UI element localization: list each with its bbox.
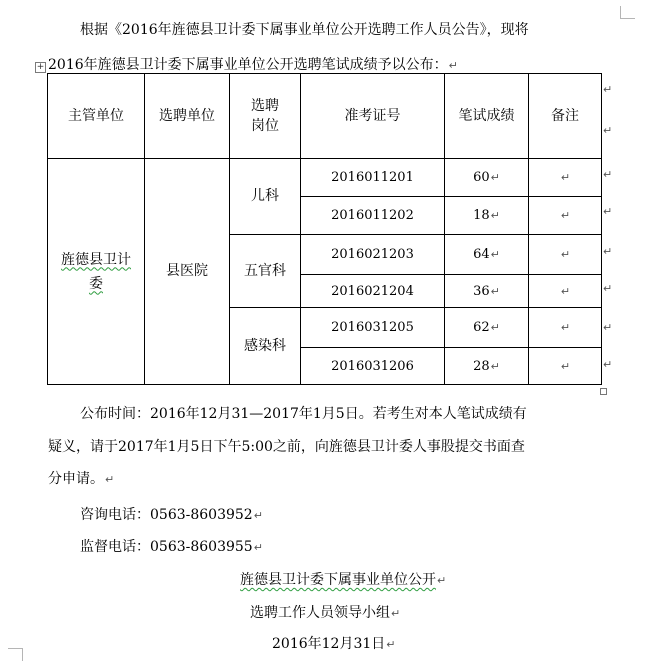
position-cell: 儿科 [230,159,301,235]
consult-phone: 咨询电话：0563-8603952↵ [80,507,263,523]
header-position: 选聘岗位 [230,74,301,159]
note-cell: ↵ [529,348,602,385]
notice-line-2: 疑义，请于2017年1月5日下午5:00之前，向旌德县卫计委人事股提交书面查 [48,439,525,455]
page-corner-mark [8,648,23,661]
position-cell: 五官科 [230,235,301,308]
note-cell: ↵ [529,235,602,275]
score-cell: 18↵ [445,197,529,235]
supervise-phone: 监督电话：0563-8603955↵ [80,539,263,555]
score-cell: 62↵ [445,308,529,348]
signature-org-line-1: 旌德县卫计委下属事业单位公开↵ [240,572,447,588]
intro-text-2: 2016年旌德县卫计委下属事业单位公开选聘笔试成绩予以公布： [48,57,448,73]
exam-id-cell: 2016021203 [301,235,445,275]
header-note: 备注 [529,74,602,159]
notice-line-1: 公布时间：2016年12月31—2017年1月5日。若考生对本人笔试成绩有 [80,406,527,422]
score-cell: 64↵ [445,235,529,275]
intro-text-1: 根据《2016年旌德县卫计委下属事业单位公开选聘工作人员公告》，现将 [80,22,529,38]
score-cell: 60↵ [445,159,529,197]
note-cell: ↵ [529,308,602,348]
header-dept: 主管单位 [48,74,145,159]
note-cell: ↵ [529,197,602,235]
table-header-row [48,74,602,159]
dept-cell: 旌德县卫计委 [48,159,145,385]
exam-id-cell: 2016011202 [301,197,445,235]
note-cell: ↵ [529,159,602,197]
exam-id-cell: 2016031205 [301,308,445,348]
note-cell: ↵ [529,275,602,308]
score-cell: 36↵ [445,275,529,308]
row-end-mark: ↵ [603,282,613,295]
exam-id-cell: 2016021204 [301,275,445,308]
row-end-mark: ↵ [603,83,613,96]
row-end-mark: ↵ [603,321,613,334]
exam-id-cell: 2016031206 [301,348,445,385]
position-cell: 感染科 [230,308,301,385]
signature-date: 2016年12月31日↵ [272,636,396,652]
header-score: 笔试成绩 [445,74,529,159]
table-row [48,159,602,197]
row-end-mark: ↵ [603,245,613,258]
table-resize-handle[interactable] [600,388,607,395]
paragraph-mark: ↵ [448,59,458,72]
page-corner-mark [620,6,635,19]
exam-id-cell: 2016011201 [301,159,445,197]
row-end-mark: ↵ [603,205,613,218]
score-cell: 28↵ [445,348,529,385]
intro-line-1 [80,20,529,40]
row-end-mark: ↵ [603,168,613,181]
unit-cell: 县医院 [145,159,230,385]
score-table [47,73,602,385]
signature-org-line-2: 选聘工作人员领导小组↵ [250,605,401,621]
header-unit: 选聘单位 [145,74,230,159]
row-end-mark: ↵ [603,358,613,371]
notice-line-3: 分申请。↵ [48,471,115,487]
header-exam-id: 准考证号 [301,74,445,159]
table-move-handle-icon[interactable]: + [36,62,45,72]
row-end-mark: ↵ [603,124,613,137]
